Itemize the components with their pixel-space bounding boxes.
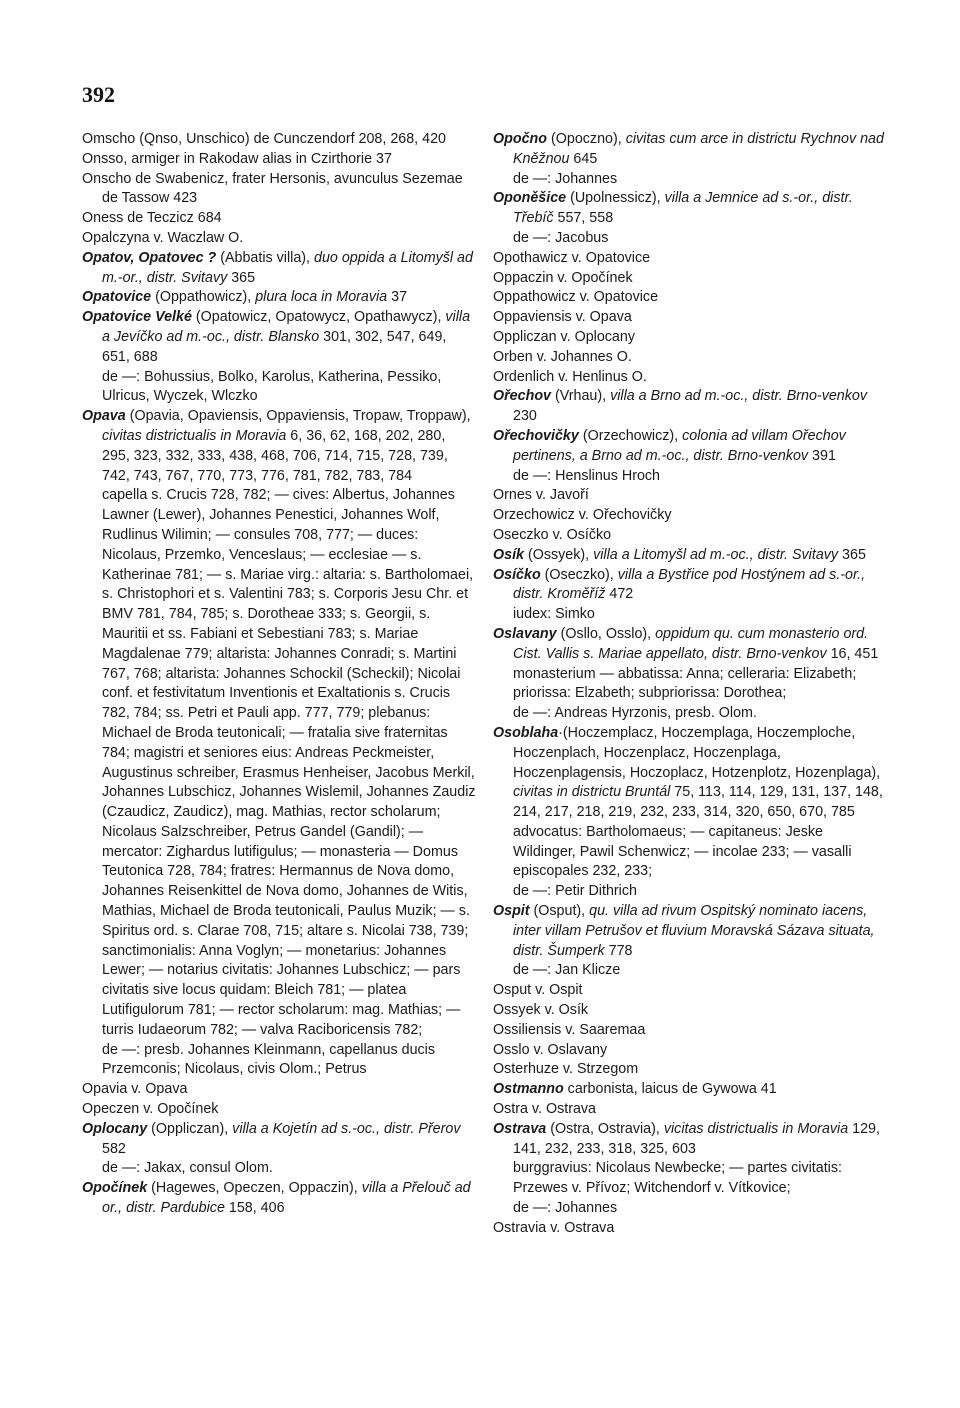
entry-references: 230 — [513, 408, 537, 425]
entry-references: 645 — [569, 150, 598, 167]
entry-location: qu. villa ad rivum Ospitský nominato iacens, inter villam Petrušov et fluvium Moravská Sázava situata, distr. Šumperk — [513, 903, 875, 959]
index-subentry — [493, 823, 887, 882]
entry-headword: Opatov, Opatovec ? — [82, 249, 217, 266]
index-subentry — [493, 704, 887, 724]
entry-headword: Oslavany — [493, 625, 557, 642]
entry-text: (Opoczno), — [547, 131, 626, 147]
entry-location: duo oppida a Litomyšl ad m.-or., distr. Svitavy — [102, 249, 473, 286]
index-subentry — [82, 1041, 476, 1081]
entry-text: de —: Johannes — [513, 170, 618, 187]
entry-text: de —: Petir Dithrich — [513, 883, 637, 900]
entry-references: 129, 141, 232, 233, 318, 325, 603 — [513, 1120, 880, 1157]
entry-references: 391 — [808, 447, 836, 464]
entry-headword: Ospit — [493, 903, 530, 920]
entry-location: villa a Jevíčko ad m.-oc., distr. Blansko — [102, 309, 471, 345]
index-entry — [493, 328, 887, 348]
entry-text: Oppaviensis v. Opava — [493, 309, 632, 326]
index-entry — [493, 566, 887, 606]
entry-references: 778 — [604, 942, 633, 959]
index-entry — [493, 1100, 887, 1120]
entry-text: (Oseczko), — [540, 566, 618, 583]
entry-references: 37 — [387, 289, 408, 306]
index-subentry — [493, 229, 887, 249]
entry-text: advocatus: Bartholomaeus; — capitaneus: Jeske Wildinger, Pawil Schenwicz; — incolae 233; — vasalli episcopales 232, 233; — [513, 823, 852, 880]
entry-text: de —: Henslinus Hroch — [513, 467, 661, 484]
entry-headword: Ořechov — [493, 388, 552, 405]
entry-text: (Opatowicz, Opatowycz, Opathawycz), — [191, 309, 446, 326]
entry-headword: Ořechovičky — [493, 427, 579, 444]
entry-text: Ossyek v. Osík — [493, 1002, 589, 1019]
entry-references: 582 — [102, 1140, 126, 1157]
entry-text: Ostravia v. Ostrava — [493, 1219, 615, 1236]
index-entry — [493, 724, 887, 823]
index-entry — [493, 1001, 887, 1021]
entry-location: vicitas districtualis in Moravia — [663, 1120, 849, 1137]
index-entry — [493, 1080, 887, 1100]
index-entry — [493, 1021, 887, 1041]
index-entry — [493, 902, 887, 961]
entry-headword: Oponěšice — [493, 190, 567, 207]
entry-text: (Abbatis villa), — [216, 249, 314, 266]
index-entry — [82, 1100, 476, 1120]
entry-location: civitas districtualis in Moravia — [102, 427, 287, 444]
index-entry — [493, 249, 887, 269]
entry-headword: Osíčko — [493, 566, 541, 583]
index-entry — [493, 486, 887, 506]
entry-references: 75, 113, 114, 129, 131, 137, 148, 214, 217, 218, 219, 232, 233, 314, 320, 650, 670, 785 — [513, 784, 883, 821]
index-subentry — [82, 368, 476, 408]
index-entry — [493, 269, 887, 289]
index-entry — [493, 348, 887, 368]
entry-references: 365 — [227, 269, 256, 286]
entry-location: villa a Kojetín ad s.-oc., distr. Přerov — [232, 1120, 461, 1137]
index-entry — [493, 1219, 887, 1239]
index-entry — [82, 170, 476, 210]
entry-text: (Oppliczan), — [147, 1120, 233, 1137]
index-entry — [493, 526, 887, 546]
entry-text: de —: Jacobus — [513, 229, 609, 246]
entry-text: Orben v. Johannes O. — [493, 348, 632, 365]
index-subentry — [82, 1159, 476, 1179]
entry-text: de —: Johannes — [513, 1200, 618, 1217]
entry-headword: Ostmanno — [493, 1081, 564, 1098]
entry-references: 301, 302, 547, 649, 651, 688 — [102, 328, 447, 365]
index-entry — [82, 1120, 476, 1160]
entry-references: 472 — [605, 586, 634, 603]
index-subentry — [82, 486, 476, 1040]
entry-text: de —: Jakax, consul Olom. — [102, 1160, 273, 1177]
entry-location: villa a Litomyšl ad m.-oc., distr. Svitavy — [593, 546, 839, 563]
entry-text: iudex: Simko — [513, 606, 595, 623]
entry-headword: Ostrava — [493, 1120, 547, 1137]
entry-text: de —: Jan Klicze — [513, 962, 621, 979]
entry-text: Opothawicz v. Opatovice — [493, 249, 651, 266]
entry-text: carbonista, laicus de Gywowa 41 — [563, 1081, 777, 1098]
entry-text: Osslo v. Oslavany — [493, 1041, 608, 1058]
entry-text: (Oppathowicz), — [151, 289, 256, 306]
index-entry — [82, 1080, 476, 1100]
entry-text: Oppathowicz v. Opatovice — [493, 289, 659, 306]
index-entry — [82, 130, 476, 150]
index-entry — [493, 189, 887, 229]
index-subentry — [493, 665, 887, 705]
index-entry — [493, 130, 887, 170]
entry-location: colonia ad villam Ořechov pertinens, a Brno ad m.-oc., distr. Brno-venkov — [513, 427, 846, 464]
entry-headword: Osík — [493, 546, 524, 563]
entry-references: 158, 406 — [224, 1200, 285, 1217]
entry-location: plura loca in Moravia — [255, 289, 388, 306]
entry-text: (Ostra, Ostravia), — [546, 1120, 664, 1137]
index-subentry — [493, 467, 887, 487]
entry-text: (Osput), — [529, 903, 590, 920]
entry-location: civitas in districtu Bruntál — [513, 784, 671, 801]
entry-text: Oness de Teczicz 684 — [82, 210, 222, 227]
entry-text: Ossiliensis v. Saaremaa — [493, 1021, 646, 1038]
entry-location: villa a Bystřice pod Hostýnem ad s.-or., distr. Kroměříž — [513, 566, 866, 603]
entry-text: (Orzechowicz), — [578, 427, 683, 444]
entry-headword: Opatovice Velké — [82, 309, 192, 326]
entry-text: (Opavia, Opaviensis, Oppaviensis, Tropaw, Troppaw), — [125, 408, 471, 425]
entry-headword: Opatovice — [82, 289, 152, 306]
index-entry — [493, 546, 887, 566]
index-entry — [493, 288, 887, 308]
entry-text: (Vrhau), — [551, 388, 611, 405]
entry-text: Ostra v. Ostrava — [493, 1101, 597, 1118]
index-entry — [82, 407, 476, 486]
entry-references: 365 — [838, 546, 866, 563]
index-entry — [493, 1120, 887, 1160]
entry-text: Ordenlich v. Henlinus O. — [493, 368, 647, 385]
entry-text: (Osllo, Osslo), — [556, 625, 656, 642]
index-entry — [82, 150, 476, 170]
entry-text: Oppliczan v. Oplocany — [493, 328, 635, 345]
entry-location: oppidum qu. cum monasterio ord. Cist. Vallis s. Mariae appellato, distr. Brno-venkov — [513, 625, 869, 662]
entry-text: monasterium — abbatissa: Anna; celleraria: Elizabeth; priorissa: Elzabeth; subpriorissa: Dorothea; — [513, 665, 857, 702]
entry-text: ·(Hoczemplacz, Hoczemplaga, Hoczemploche, Hoczenplach, Hoczenplacz, Hoczenplaga, Hoczenplagensis, Hoczoplacz, Hotzenplotz, Hozenplaga), — [513, 724, 881, 781]
entry-text: de —: Andreas Hyrzonis, presb. Olom. — [513, 705, 757, 722]
index-entry — [493, 308, 887, 328]
index-subentry — [493, 605, 887, 625]
entry-text: de —: presb. Johannes Kleinmann, capellanus ducis Przemconis; Nicolaus, civis Olom.; Petrus — [102, 1041, 436, 1078]
index-entry — [493, 981, 887, 1001]
index-subentry — [493, 961, 887, 981]
entry-text: Oppaczin v. Opočínek — [493, 269, 633, 286]
entry-text: Osput v. Ospit — [493, 982, 583, 999]
index-entry — [493, 1041, 887, 1061]
index-entry — [493, 506, 887, 526]
index-entry — [493, 387, 887, 427]
page-number: 392 — [82, 82, 115, 107]
entry-text: de —: Bohussius, Bolko, Karolus, Katherina, Pessiko, Ulricus, Wyczek, Wlczko — [102, 368, 442, 405]
index-subentry — [493, 882, 887, 902]
entry-text: capella s. Crucis 728, 782; — cives: Albertus, Johannes Lawner (Lewer), Johannes Penestici, Johannes Wolf, Rudlinus Wilimin; — consules 708, 777; — duces: Nicolaus, Przemko, Venceslaus; — ecclesiae — s. Katherinae 781; — s. Mariae virg.: altaria: s. Bartholomaei, s. Christophori et s. Valentini 783; s. Corporis Jesu Chr. et BMV 781, 784, 785; s. Dorotheae 333; s. Georgii, s. Mauritii et ss. Fabiani et Sebestiani 783; s. Mariae Magdalenae 779; altarista: Johannes Conradi; s. Martini 767, 768; altarista: Johannes Schockil (Scheckil); Nicolai conf. et festivitatum Inventionis et Exaltationis s. Crucis 782, 784; ss. Petri et Pauli app. 777, 779; plebanus: Michael de Broda teutonicali; — fratalia sive fraternitas 784; magistri et seniores eius: Andreas Peckmeister, Augustinus schreiber, Erasmus Henheiser, Jacobus Merkil, Johannes Lubschicz, Johannes Wislemil, Johannes Zaudiz (Czaudicz, Zaudicz), mag. Mathias, rector scholarum; Nicolaus Salzschreiber, Petrus Gandel (Gandil); — mercator: Zighardus lutifigulus; — monasteria — Domus Teutonica 728, 784; fratres: Hermannus de Nova domo, Johannes Reisenkittel de Nova domo, Johannes de Witis, Mathias, Michael de Broda teutonicali, Paulus Muzik; — s. Spiritus ord. s. Clarae 708, 715; altare s. Nicolai 738, 739; sanctimonialis: Anna Voglyn; — monetarius: Johannes Lewer; — notarius civitatis: Johannes Lubschicz; — pars civitatis sive locus quidam: Bleich 781; — platea Lutifigulorum 781; — rector scholarum: mag. Mathias; — turris Iudaeorum 782; — valva Raciboricensis 782; — [102, 487, 476, 1038]
entry-text: Osterhuze v. Strzegom — [493, 1061, 639, 1078]
index-subentry — [493, 170, 887, 190]
entry-text: burggravius: Nicolaus Newbecke; — partes civitatis: Przewes v. Přívoz; Witchendorf v. Vítkovice; — [513, 1160, 842, 1197]
entry-location: villa a Jemnice ad s.-or., distr. Třebíč — [513, 190, 853, 227]
index-entry — [82, 229, 476, 249]
entry-text: (Upolnessicz), — [566, 190, 665, 207]
entry-text: Omscho (Qnso, Unschico) de Cunczendorf 208, 268, 420 — [82, 131, 446, 147]
index-entry — [493, 1060, 887, 1080]
entry-headword: Opočno — [493, 131, 548, 147]
entry-text: (Hagewes, Opeczen, Oppaczin), — [147, 1180, 362, 1197]
entry-text: Onscho de Swabenicz, frater Hersonis, avunculus Sezemae de Tassow 423 — [82, 170, 463, 207]
entry-text: Orzechowicz v. Ořechovičky — [493, 507, 672, 524]
entry-text: Opavia v. Opava — [82, 1081, 188, 1098]
index-entry — [82, 249, 476, 289]
entry-headword: Oplocany — [82, 1120, 148, 1137]
entry-references: 16, 451 — [826, 645, 879, 662]
index-column-right — [493, 130, 887, 1239]
index-subentry — [493, 1199, 887, 1219]
index-entry — [493, 625, 887, 665]
index-subentry — [493, 1159, 887, 1199]
entry-references: 557, 558 — [553, 210, 614, 227]
index-entry — [493, 368, 887, 388]
entry-text: Ornes v. Javoří — [493, 487, 589, 504]
index-entry — [493, 427, 887, 467]
entry-headword: Opočínek — [82, 1180, 148, 1197]
index-entry — [82, 209, 476, 229]
entry-headword: Osoblaha — [493, 724, 559, 741]
entry-text: (Ossyek), — [524, 546, 594, 563]
index-column-left — [82, 130, 476, 1219]
entry-location: civitas cum arce in districtu Rychnov nad Kněžnou — [513, 131, 884, 167]
entry-location: villa a Brno ad m.-oc., distr. Brno-venkov — [610, 388, 867, 405]
entry-text: Onsso, armiger in Rakodaw alias in Czirthorie 37 — [82, 150, 392, 167]
entry-location: villa a Přelouč ad or., distr. Pardubice — [102, 1180, 471, 1217]
index-entry — [82, 288, 476, 308]
index-entry — [82, 1179, 476, 1219]
index-entry — [82, 308, 476, 367]
entry-references: 6, 36, 62, 168, 202, 280, 295, 323, 332, 333, 438, 468, 706, 714, 715, 728, 739, 742, 743, 767, 770, 773, 776, 781, 782, 783, 784 — [102, 427, 448, 484]
entry-text: Opeczen v. Opočínek — [82, 1101, 219, 1118]
entry-text: Oseczko v. Osíčko — [493, 526, 612, 543]
entry-text: Opalczyna v. Waczlaw O. — [82, 229, 244, 246]
entry-headword: Opava — [82, 408, 126, 425]
